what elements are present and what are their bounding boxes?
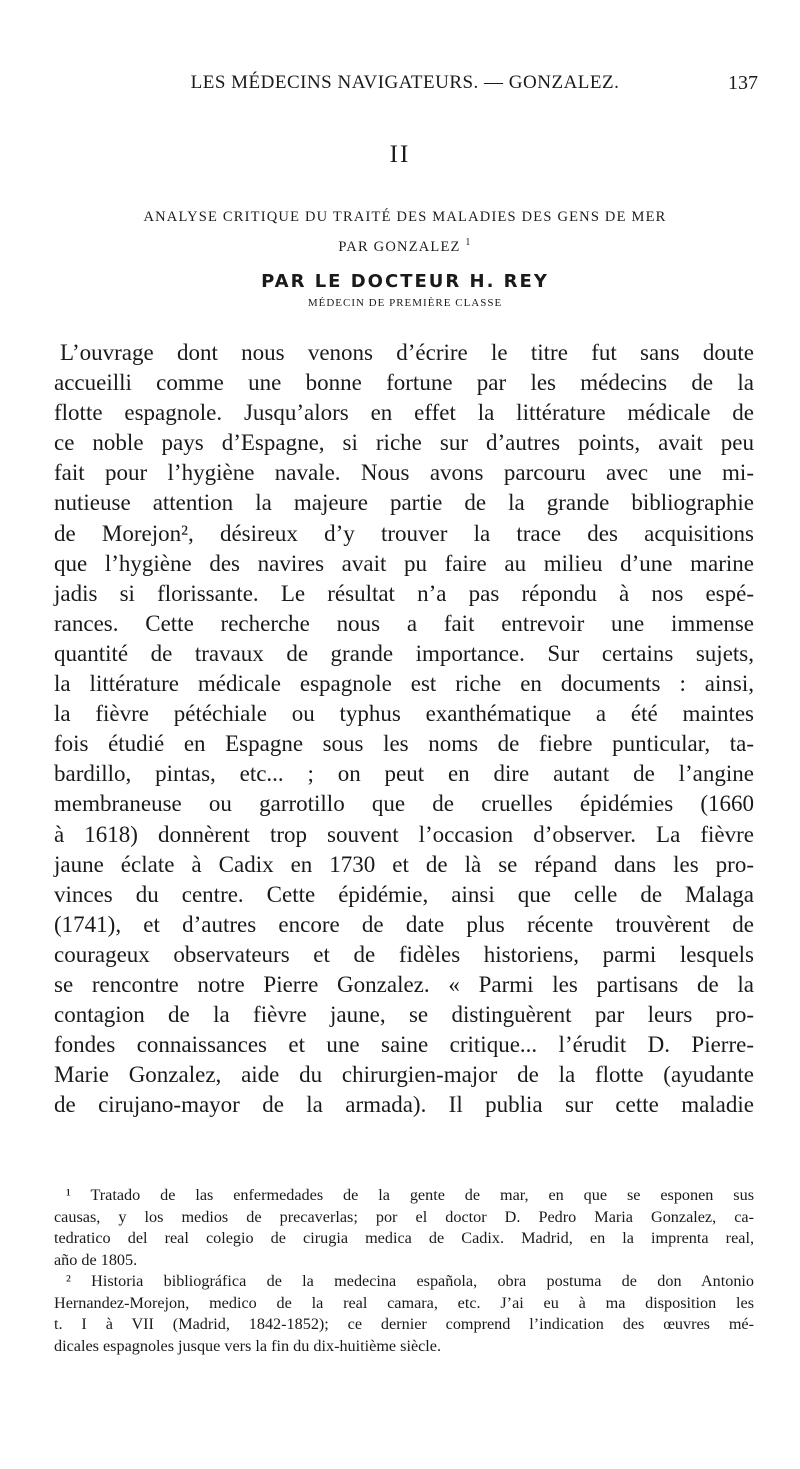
section-title-line-2 bbox=[60, 230, 750, 260]
page-number: 137 bbox=[728, 72, 758, 94]
body-line: se rencontre notre Pierre Gonzalez. « Parmi les partisans de la bbox=[54, 971, 754, 997]
body-line: courageux observateurs et de fidèles historiens, parmi lesquels bbox=[54, 941, 754, 967]
body-line: de cirujano-mayor de la armada). Il publia sur cette maladie bbox=[54, 1092, 754, 1118]
body-line: jadis si florissante. Le résultat n’a pas répondu à nos espé- bbox=[54, 580, 754, 606]
footnote-2-line: dicales espagnoles jusque vers la fin du dix-huitième siècle. bbox=[54, 1336, 442, 1355]
body-line: bardillo, pintas, etc... ; on peut en dire autant de l’angine bbox=[54, 761, 754, 787]
body-line: contagion de la fièvre jaune, se distinguèrent par leurs pro- bbox=[54, 1002, 754, 1028]
footnote-ref-1: 1 bbox=[465, 237, 472, 248]
body-line: de Morejon², désireux d’y trouver la trace des acquisitions bbox=[54, 520, 754, 546]
running-title: LES MÉDECINS NAVIGATEURS. — GONZALEZ. bbox=[190, 72, 620, 93]
body-line: jaune éclate à Cadix en 1730 et de là se répand dans les pro- bbox=[54, 851, 754, 877]
footnote-1-line: año de 1805. bbox=[54, 1250, 138, 1269]
footnote-1-line: ¹ Tratado de las enfermedades de la gente de mar, en que se esponen sus bbox=[66, 1186, 754, 1204]
body-line: L’ouvrage dont nous venons d’écrire le titre fut sans doute bbox=[60, 340, 754, 365]
section-title bbox=[60, 204, 750, 260]
body-line: Marie Gonzalez, aide du chirurgien-major de la flotte (ayudante bbox=[54, 1062, 754, 1088]
body-line: ce noble pays d’Espagne, si riche sur d’autres points, avait peu bbox=[54, 430, 754, 456]
author-line: PAR LE DOCTEUR H. REY bbox=[261, 271, 549, 292]
body-line: (1741), et d’autres encore de date plus récente trouvèrent de bbox=[54, 911, 754, 937]
footnote-2-line: ² Historia bibliográfica de la medecina española, obra postuma de don Antonio bbox=[66, 1272, 754, 1290]
body-line: que l’hygiène des navires avait pu faire au milieu d’une marine bbox=[54, 550, 754, 576]
body-line: fait pour l’hygiène navale. Nous avons parcouru avec une mi- bbox=[54, 460, 754, 486]
running-header bbox=[52, 72, 758, 102]
body-text bbox=[54, 338, 754, 1120]
body-line: la littérature médicale espagnole est riche en documents : ainsi, bbox=[54, 671, 754, 697]
section-title-line-1: ANALYSE CRITIQUE DU TRAITÉ DES MALADIES DES GENS DE MER bbox=[143, 209, 667, 225]
body-line: fois étudié en Espagne sous les noms de fiebre punticular, ta- bbox=[54, 731, 754, 757]
author-role: MÉDECIN DE PREMIÈRE CLASSE bbox=[307, 297, 503, 309]
footnote-2-line: Hernandez-Morejon, medico de la real camara, etc. J’ai eu à ma disposition les bbox=[54, 1293, 754, 1312]
body-line: flotte espagnole. Jusqu’alors en effet la littérature médicale de bbox=[54, 400, 754, 426]
body-line: à 1618) donnèrent trop souvent l’occasion d’observer. La fièvre bbox=[54, 821, 754, 847]
body-line: quantité de travaux de grande importance. Sur certains sujets, bbox=[54, 640, 754, 666]
footnote-1-line: tedratico del real colegio de cirugia medica de Cadix. Madrid, en la imprenta real, bbox=[54, 1229, 754, 1247]
body-line: accueilli comme une bonne fortune par les médecins de la bbox=[54, 370, 754, 396]
footnote-2-line: t. I à VII (Madrid, 1842-1852); ce dernier comprend l’indication des œuvres mé- bbox=[54, 1315, 754, 1333]
body-line: vinces du centre. Cette épidémie, ainsi que celle de Malaga bbox=[54, 881, 754, 907]
footnote-1-line: causas, y los medios de precaverlas; por el doctor D. Pedro Maria Gonzalez, ca- bbox=[54, 1207, 754, 1226]
body-line: fondes connaissances et une saine critique... l’érudit D. Pierre- bbox=[54, 1032, 754, 1058]
body-line: la fièvre pétéchiale ou typhus exanthématique a été maintes bbox=[54, 701, 754, 727]
body-line: nutieuse attention la majeure partie de la grande bibliographie bbox=[54, 490, 754, 516]
section-title-line-2-text: PAR GONZALEZ bbox=[338, 238, 461, 255]
section-number: II bbox=[389, 141, 411, 168]
footnotes bbox=[54, 1185, 754, 1357]
body-line: rances. Cette recherche nous a fait entrevoir une immense bbox=[54, 610, 754, 636]
body-line: membraneuse ou garrotillo que de cruelles épidémies (1660 bbox=[54, 791, 754, 817]
